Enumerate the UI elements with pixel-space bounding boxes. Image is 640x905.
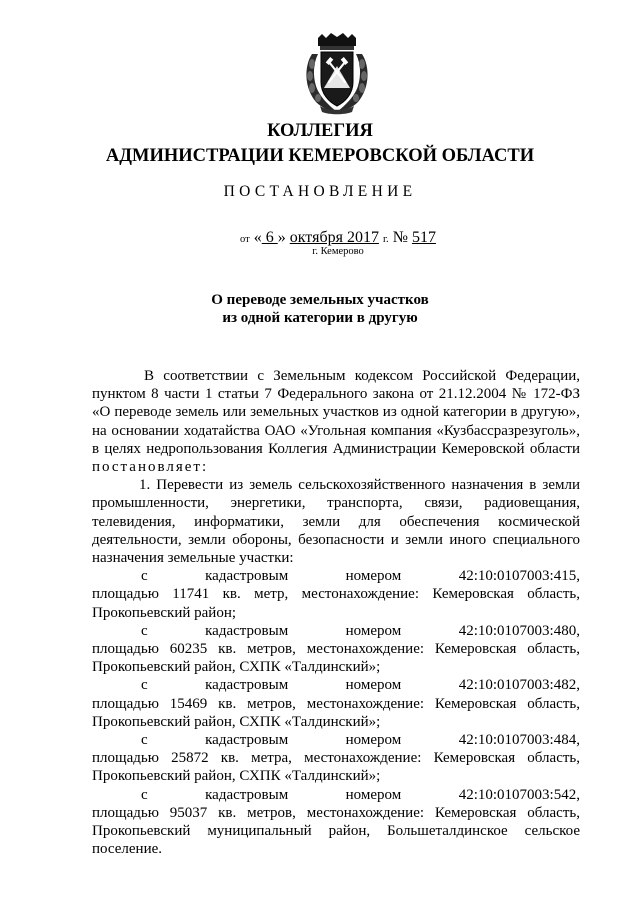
org-name-line2: АДМИНИСТРАЦИИ КЕМЕРОВСКОЙ ОБЛАСТИ — [105, 146, 535, 166]
parcel-entry — [92, 567, 580, 622]
date-year-suffix: г. — [382, 234, 389, 245]
date-quote-close: » — [277, 229, 286, 246]
org-name-line1: КОЛЛЕГИЯ — [267, 121, 373, 141]
date-quote-open: « — [253, 229, 262, 246]
intro-paragraph — [92, 367, 580, 476]
parcel-details: площадью 15469 кв. метров, местонахождение: Кемеровская область, Прокопьевский район, СХПК «Талдинский»; — [92, 695, 580, 730]
intro-text: В соответствии с Земельным кодексом Российской Федерации, пунктом 8 части 1 статьи 7 Федерального закона от 21.12.2004 № 172-ФЗ «О переводе земель или земельных участков из одной категории в другую», на основании ходатайства ОАО «Угольная компания «Кузбассразрезуголь», в целях недропользования Коллегия Администрации Кемеровской области — [92, 368, 580, 457]
item-1-paragraph: 1. Перевести из земель сельскохозяйственного назначения в земли промышленности, энергетики, транспорта, связи, радиовещания, телевидения, информатики, земли для обеспечения космической деятельности, земли обороны, безопасности и земли иного специального назначения земельные участки: — [92, 477, 580, 567]
document-date-line — [0, 229, 640, 247]
document-type: ПОСТАНОВЛЕНИЕ — [223, 183, 417, 200]
parcel-first-line — [92, 622, 580, 640]
coat-of-arms-emblem — [300, 32, 374, 116]
parcel-first-line — [92, 676, 580, 694]
parcel-cadastral-number: 42:10:0107003:415, — [458, 568, 580, 585]
document-body — [92, 367, 580, 858]
parcel-entry — [92, 676, 580, 731]
parcel-word-number: номером — [345, 732, 402, 749]
parcel-word-s: с — [141, 677, 148, 694]
parcel-word-s: с — [141, 568, 148, 585]
parcel-word-cadastral: кадастровым — [205, 568, 289, 585]
title-line2: из одной категории в другую — [222, 310, 418, 326]
parcel-cadastral-number: 42:10:0107003:482, — [458, 677, 580, 694]
date-month-year: октября 2017 — [289, 229, 379, 246]
parcel-cadastral-number: 42:10:0107003:480, — [458, 622, 580, 639]
parcel-entry — [92, 622, 580, 677]
parcel-details: площадью 95037 кв. метров, местонахождение: Кемеровская область, Прокопьевский муниципальный район, Большеталдинское сельское поселение. — [92, 804, 580, 858]
parcel-word-cadastral: кадастровым — [205, 786, 289, 803]
parcel-word-number: номером — [345, 677, 402, 694]
parcel-first-line — [92, 567, 580, 585]
parcel-word-number: номером — [345, 568, 402, 585]
date-from: от — [240, 234, 250, 245]
document-number: 517 — [411, 229, 436, 246]
date-day: 6 — [261, 229, 278, 246]
parcel-entry — [92, 786, 580, 859]
parcel-entry — [92, 731, 580, 786]
parcel-first-line — [92, 731, 580, 749]
parcel-cadastral-number: 42:10:0107003:484, — [458, 732, 580, 749]
title-line1: О переводе земельных участков — [211, 292, 429, 308]
parcel-word-s: с — [141, 732, 148, 749]
parcel-word-s: с — [141, 786, 148, 803]
parcel-word-number: номером — [345, 786, 402, 803]
parcel-word-cadastral: кадастровым — [205, 732, 289, 749]
number-sign: № — [392, 229, 408, 246]
parcel-word-cadastral: кадастровым — [205, 677, 289, 694]
parcel-word-cadastral: кадастровым — [205, 622, 289, 639]
parcel-word-number: номером — [345, 622, 402, 639]
parcel-word-s: с — [141, 622, 148, 639]
parcel-details: площадью 11741 кв. метр, местонахождение: Кемеровская область, Прокопьевский район; — [92, 586, 580, 621]
parcel-cadastral-number: 42:10:0107003:542, — [458, 786, 580, 803]
document-title — [0, 291, 640, 327]
document-city: г. Кемерово — [312, 246, 364, 257]
parcel-details: площадью 60235 кв. метров, местонахождение: Кемеровская область, Прокопьевский район, СХПК «Талдинский»; — [92, 641, 580, 676]
parcel-details: площадью 25872 кв. метра, местонахождение: Кемеровская область, Прокопьевский район, СХПК «Талдинский»; — [92, 750, 580, 785]
parcel-first-line — [92, 786, 580, 804]
intro-resolves: постановляет: — [92, 459, 209, 476]
